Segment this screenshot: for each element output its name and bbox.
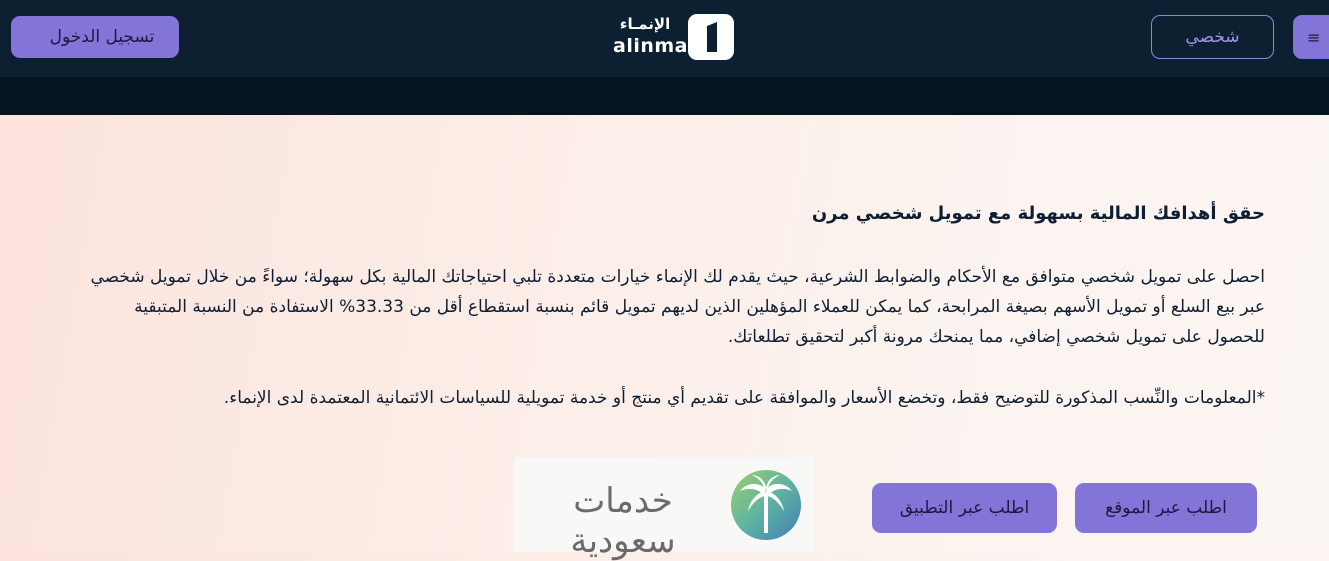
secondary-navbar: [0, 77, 1329, 115]
apply-via-website-button[interactable]: اطلب عبر الموقع: [1075, 483, 1257, 533]
apply-via-app-button[interactable]: اطلب عبر التطبيق: [872, 483, 1057, 533]
alinma-logo-mark-icon: [688, 14, 734, 60]
logo-english-text: alinma: [613, 35, 688, 57]
saudi-services-watermark: [514, 457, 814, 561]
palm-tree-logo-icon: [730, 469, 802, 541]
login-button[interactable]: تسجيل الدخول: [11, 16, 179, 58]
logo-arabic-text: الإنمـاء: [619, 15, 671, 33]
watermark-text: خدمات سعودية: [570, 481, 676, 561]
page-heading: حقق أهدافك المالية بسهولة مع تمويل شخصي مرن: [811, 203, 1265, 224]
menu-button[interactable]: [1293, 15, 1329, 59]
alinma-logo[interactable]: [612, 14, 734, 60]
disclaimer-note: *المعلومات والنِّسب المذكورة للتوضيح فقط، وتخضع الأسعار والموافقة على تقديم أي منتج أو خدمة تمويلية للسياسات الائتمانية المعتمدة لدى الإنماء.: [223, 388, 1265, 408]
hamburger-menu-icon: ≡: [1307, 27, 1321, 47]
intro-paragraph: احصل على تمويل شخصي متوافق مع الأحكام والضوابط الشرعية، حيث يقدم لك الإنماء خيارات متعددة تلبي احتياجاتك المالية بكل سهولة؛ سواءً من خلال تمويل شخصي عبر بيع السلع أو تمويل الأسهم بصيغة المرابحة، كما يمكن للعملاء المؤهلين الذين لديهم تمويل قائم بنسبة استقطاع أقل من 33.33% الاستفادة من النسبة المتبقية للحصول على تمويل شخصي إضافي، مما يمنحك مرونة أكبر لتحقيق تطلعاتك.: [90, 267, 1265, 347]
personal-segment-button[interactable]: شخصي: [1151, 15, 1274, 59]
